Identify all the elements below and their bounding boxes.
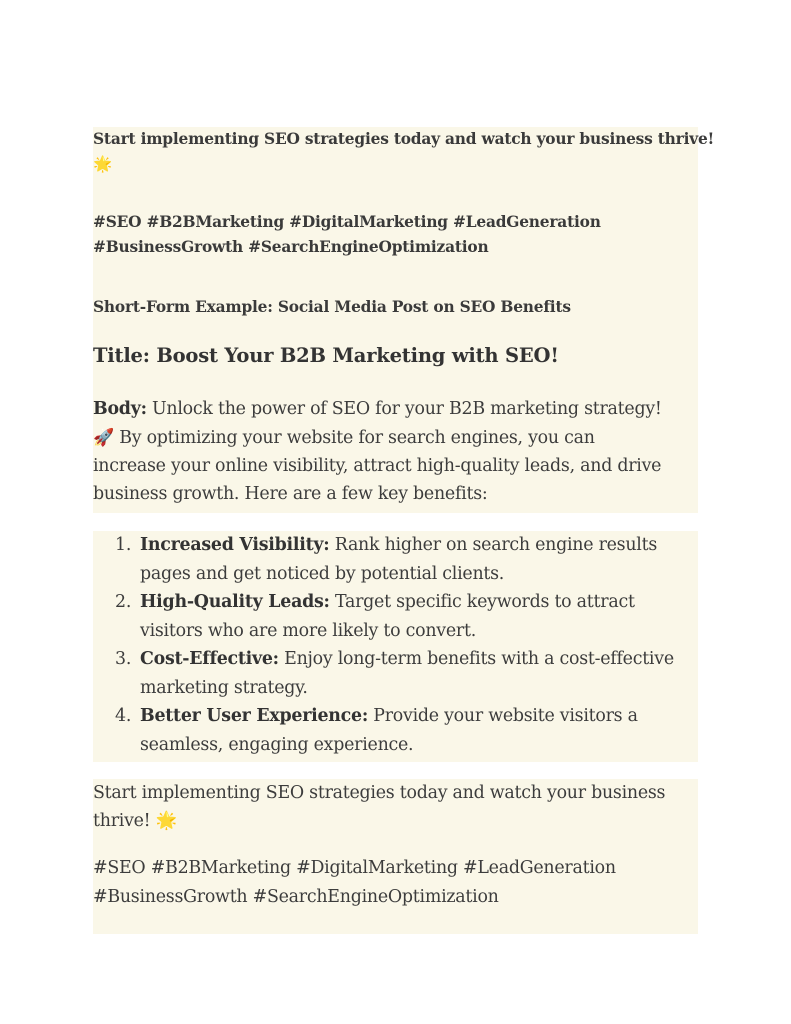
body-label: Body: [93, 399, 147, 419]
cta-text-bottom-line1: Start implementing SEO strategies today and watch your business [93, 783, 666, 803]
list-item-number: 1. [115, 535, 132, 555]
list-item-number: 4. [115, 706, 132, 726]
list-item-line1 [140, 531, 657, 560]
body-line-1 [93, 395, 662, 424]
body-line-2-text: By optimizing your website for search engines, you can [113, 428, 595, 448]
list-item-line1 [140, 588, 635, 617]
hashtags-top-line1: #SEO #B2BMarketing #DigitalMarketing #LeadGeneration [93, 213, 601, 231]
cta-text-bottom-line2-text: thrive! [93, 811, 156, 831]
list-item-text: Rank higher on search engine results [329, 535, 658, 555]
hashtags-bottom-line2: #BusinessGrowth #SearchEngineOptimization [93, 887, 499, 907]
list-item-line2: seamless, engaging experience. [140, 734, 414, 755]
star-icon: 🌟 [155, 811, 178, 831]
short-form-label: Short-Form Example: Social Media Post on SEO Benefits [93, 298, 571, 316]
list-item-number: 3. [115, 649, 132, 669]
list-item-line2: pages and get noticed by potential clients. [140, 563, 505, 584]
hashtags-top-line2: #BusinessGrowth #SearchEngineOptimization [93, 238, 489, 256]
list-item-text: Enjoy long-term benefits with a cost-effective [278, 649, 674, 669]
list-item-term: Cost-Effective: [140, 649, 279, 669]
top-content-block [93, 127, 715, 513]
list-item-line1 [140, 702, 638, 731]
list-item-text: Target specific keywords to attract [329, 592, 635, 612]
list-item-number: 2. [115, 592, 132, 612]
list-item-term: High-Quality Leads: [140, 592, 330, 612]
body-line-1-text: Unlock the power of SEO for your B2B marketing strategy! [146, 399, 662, 419]
benefits-list [93, 531, 698, 762]
body-line-4: business growth. Here are a few key benefits: [93, 484, 488, 504]
list-item-text: Provide your website visitors a [368, 706, 638, 726]
body-line-3: increase your online visibility, attract high-quality leads, and drive [93, 456, 662, 476]
post-title: Title: Boost Your B2B Marketing with SEO! [93, 344, 559, 367]
cta-emoji-top-row [93, 152, 112, 177]
rocket-icon: 🚀 [93, 428, 114, 448]
hashtags-bottom-line1: #SEO #B2BMarketing #DigitalMarketing #LeadGeneration [93, 858, 616, 878]
list-item-line1 [140, 645, 674, 674]
cta-text-bottom-line2 [93, 807, 177, 836]
body-line-2 [93, 424, 595, 453]
cta-text-top [93, 127, 714, 152]
star-icon: 🌟 [93, 155, 112, 173]
bottom-content-block [93, 779, 698, 934]
cta-text-top-line1: Start implementing SEO strategies today and watch your business thrive! [93, 130, 715, 148]
list-item-line2: marketing strategy. [140, 677, 308, 698]
list-item-term: Increased Visibility: [140, 535, 330, 555]
list-item-term: Better User Experience: [140, 706, 368, 726]
list-item-line2: visitors who are more likely to convert. [140, 620, 476, 641]
